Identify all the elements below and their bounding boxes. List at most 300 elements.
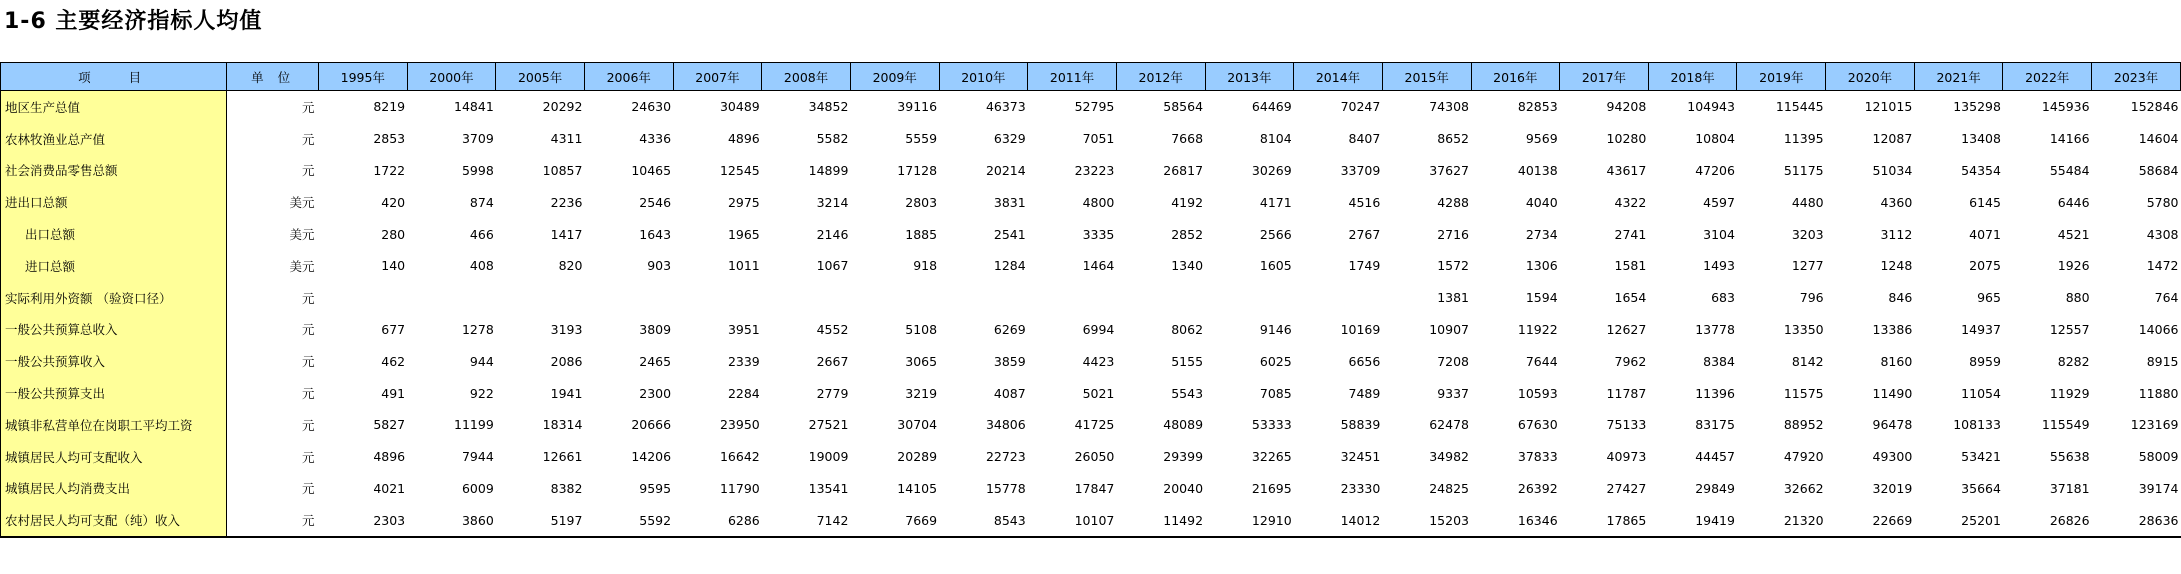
row-unit: 美元	[289, 195, 315, 211]
table-cell: 10907	[1429, 321, 1469, 337]
table-cell: 11492	[1116, 504, 1205, 537]
column-header-year: 2019年	[1737, 63, 1826, 91]
table-cell: 17865	[1560, 504, 1649, 537]
row-unit: 元	[301, 449, 315, 465]
table-cell: 1885	[905, 226, 938, 242]
table-cell: 13386	[1872, 321, 1913, 337]
table-cell: 4480	[1791, 194, 1824, 210]
table-cell: 10169	[1340, 321, 1381, 337]
table-cell: 4040	[1525, 194, 1558, 210]
table-cell: 6446	[2057, 194, 2090, 210]
table-cell: 13778	[1695, 321, 1735, 337]
table-cell: 15203	[1382, 504, 1471, 537]
table-cell: 2734	[1525, 226, 1558, 242]
table-cell: 2300	[639, 385, 672, 401]
table-cell: 1722	[373, 162, 406, 178]
table-cell: 58564	[1163, 99, 1204, 115]
table-cell: 5021	[1082, 385, 1115, 401]
row-label: 一般公共预算收入	[1, 345, 227, 377]
table-cell: 12910	[1205, 504, 1294, 537]
table-cell: 108133	[1953, 417, 2001, 433]
row-unit: 元	[301, 417, 315, 433]
table-cell: 796	[1799, 290, 1824, 306]
table-cell: 4360	[1880, 194, 1913, 210]
table-cell: 8104	[1259, 131, 1292, 147]
table-cell: 14206	[631, 449, 672, 465]
table-cell: 6656	[1348, 353, 1381, 369]
table-cell: 2779	[816, 385, 849, 401]
table-cell: 2852	[1171, 226, 1204, 242]
table-cell: 58839	[1340, 417, 1381, 433]
table-cell: 12087	[1872, 131, 1913, 147]
table-cell: 11787	[1606, 385, 1647, 401]
table-cell: 29399	[1163, 449, 1204, 465]
table-cell: 34852	[808, 99, 849, 115]
table-cell: 121015	[1864, 99, 1913, 115]
table-cell: 23950	[719, 417, 760, 433]
table-cell: 1926	[2057, 258, 2090, 274]
table-cell: 5582	[816, 131, 849, 147]
table-cell: 280	[381, 226, 406, 242]
table-cell: 26826	[2003, 504, 2092, 537]
table-row	[1, 345, 2181, 377]
table-cell	[318, 282, 407, 314]
table-cell: 7944	[461, 449, 494, 465]
table-cell	[584, 282, 673, 314]
table-cell: 12557	[2049, 321, 2090, 337]
table-cell: 83175	[1695, 417, 1735, 433]
row-unit: 元	[227, 504, 319, 537]
table-cell: 4087	[993, 385, 1026, 401]
table-cell: 1472	[2146, 258, 2179, 274]
column-header-year: 2018年	[1648, 63, 1737, 91]
table-cell: 462	[381, 353, 406, 369]
table-cell: 51034	[1872, 162, 1913, 178]
table-row	[1, 504, 2181, 537]
table-cell: 820	[558, 258, 583, 274]
table-cell: 846	[1888, 290, 1913, 306]
column-header-year: 2023年	[2092, 63, 2181, 91]
table-cell: 34982	[1429, 449, 1469, 465]
table-cell: 1248	[1880, 258, 1913, 274]
column-header-year: 2022年	[2003, 63, 2092, 91]
column-header-year: 2017年	[1560, 63, 1649, 91]
table-cell: 14937	[1961, 321, 2001, 337]
row-label: 进出口总额	[1, 186, 227, 218]
table-cell: 47920	[1783, 449, 1824, 465]
table-cell: 2853	[373, 131, 406, 147]
table-cell: 47206	[1695, 162, 1735, 178]
table-cell: 965	[1977, 290, 2001, 306]
table-cell: 4552	[816, 321, 849, 337]
table-cell	[1205, 282, 1294, 314]
row-label: 农村居民人均可支配（纯）收入	[1, 504, 227, 537]
row-label: 社会消费品零售总额	[1, 155, 227, 187]
table-cell: 10804	[1695, 131, 1735, 147]
table-cell: 3203	[1791, 226, 1824, 242]
column-header-year: 2009年	[850, 63, 939, 91]
table-cell: 3112	[1880, 226, 1913, 242]
table-row	[1, 314, 2181, 346]
table-cell: 20040	[1163, 480, 1204, 496]
table-cell: 39174	[2138, 480, 2179, 496]
table-cell: 94208	[1606, 99, 1647, 115]
table-cell: 5155	[1171, 353, 1204, 369]
table-row	[1, 409, 2181, 441]
table-cell: 1277	[1791, 258, 1824, 274]
table-cell: 11922	[1517, 321, 1558, 337]
table-cell: 7668	[1171, 131, 1204, 147]
table-cell: 3831	[993, 194, 1026, 210]
table-cell: 1381	[1437, 290, 1469, 306]
table-cell: 24630	[631, 99, 672, 115]
column-header-unit: 单位	[227, 63, 319, 91]
table-cell: 14105	[897, 480, 938, 496]
table-cell: 7962	[1614, 353, 1647, 369]
table-cell: 7644	[1525, 353, 1558, 369]
table-cell: 24825	[1429, 480, 1469, 496]
row-label: 农林牧渔业总产值	[1, 123, 227, 155]
row-label: 进口总额	[1, 250, 227, 282]
row-unit: 美元	[289, 227, 315, 243]
row-unit: 元	[301, 386, 315, 402]
table-cell: 21320	[1737, 504, 1826, 537]
table-cell: 145936	[2041, 99, 2090, 115]
table-cell: 922	[469, 385, 494, 401]
row-unit: 元	[301, 131, 315, 147]
row-label: 一般公共预算总收入	[1, 314, 227, 346]
table-cell: 5559	[905, 131, 938, 147]
table-row	[1, 377, 2181, 409]
table-cell: 7085	[1259, 385, 1292, 401]
table-cell: 37627	[1429, 162, 1469, 178]
table-cell: 14012	[1294, 504, 1383, 537]
table-cell: 135298	[1953, 99, 2001, 115]
table-cell: 2667	[816, 353, 849, 369]
table-cell: 12545	[719, 162, 760, 178]
table-cell: 49300	[1872, 449, 1913, 465]
table-cell	[939, 282, 1028, 314]
table-cell: 1572	[1437, 258, 1469, 274]
table-cell: 58009	[2138, 449, 2179, 465]
table-cell: 23330	[1340, 480, 1381, 496]
table-cell: 3335	[1082, 226, 1115, 242]
table-cell: 140	[381, 258, 406, 274]
table-cell: 5108	[905, 321, 938, 337]
row-unit: 元	[301, 481, 315, 497]
table-cell: 13541	[808, 480, 849, 496]
table-cell: 2546	[639, 194, 672, 210]
row-label: 一般公共预算支出	[1, 377, 227, 409]
table-cell: 11054	[1961, 385, 2001, 401]
table-row	[1, 218, 2181, 250]
table-cell: 4322	[1614, 194, 1647, 210]
table-cell: 2716	[1437, 226, 1469, 242]
table-cell: 52795	[1074, 99, 1115, 115]
table-cell: 39116	[897, 99, 938, 115]
table-cell	[1028, 282, 1117, 314]
table-cell: 3219	[905, 385, 938, 401]
table-cell: 5197	[496, 504, 585, 537]
table-cell: 10857	[542, 162, 583, 178]
table-cell: 4021	[373, 480, 406, 496]
row-unit: 元	[301, 290, 315, 306]
table-cell: 30489	[719, 99, 760, 115]
table-cell: 75133	[1606, 417, 1647, 433]
table-cell: 33709	[1340, 162, 1381, 178]
table-cell: 4800	[1082, 194, 1115, 210]
table-cell: 10107	[1028, 504, 1117, 537]
column-header-year: 2005年	[496, 63, 585, 91]
table-cell: 2566	[1259, 226, 1292, 242]
table-cell: 26392	[1517, 480, 1558, 496]
table-cell: 32662	[1783, 480, 1824, 496]
table-cell: 14899	[808, 162, 849, 178]
table-cell: 16346	[1471, 504, 1560, 537]
table-cell: 1493	[1703, 258, 1735, 274]
table-cell: 3214	[816, 194, 849, 210]
data-table	[0, 62, 2181, 538]
table-cell: 20289	[897, 449, 938, 465]
column-header-year: 2000年	[407, 63, 496, 91]
table-row	[1, 123, 2181, 155]
column-header-year: 2008年	[762, 63, 851, 91]
table-cell: 32019	[1872, 480, 1913, 496]
table-cell: 14604	[2138, 131, 2179, 147]
table-cell: 6286	[673, 504, 762, 537]
table-row	[1, 91, 2181, 123]
header-row	[1, 63, 2181, 91]
table-cell: 82853	[1517, 99, 1558, 115]
table-cell: 20214	[985, 162, 1026, 178]
row-unit: 元	[301, 354, 315, 370]
table-cell: 9146	[1259, 321, 1292, 337]
row-label: 城镇居民人均消费支出	[1, 473, 227, 505]
table-cell: 1011	[727, 258, 760, 274]
table-cell: 5827	[373, 417, 406, 433]
table-cell: 6009	[461, 480, 494, 496]
row-label: 城镇非私营单位在岗职工平均工资	[1, 409, 227, 441]
table-cell: 3859	[993, 353, 1026, 369]
table-cell: 6994	[1082, 321, 1115, 337]
table-cell: 11395	[1783, 131, 1824, 147]
table-cell	[1294, 282, 1383, 314]
table-cell: 11880	[2138, 385, 2179, 401]
table-cell: 14066	[2138, 321, 2179, 337]
table-cell: 67630	[1517, 417, 1558, 433]
table-cell: 74308	[1429, 99, 1469, 115]
table-cell: 1749	[1348, 258, 1381, 274]
table-cell: 5543	[1171, 385, 1204, 401]
table-cell: 15778	[985, 480, 1026, 496]
table-cell: 30704	[897, 417, 938, 433]
table-cell: 19419	[1648, 504, 1737, 537]
table-cell: 115445	[1775, 99, 1824, 115]
column-header-year: 2007年	[673, 63, 762, 91]
table-cell: 2086	[550, 353, 583, 369]
table-cell: 4521	[2057, 226, 2090, 242]
table-cell: 3951	[727, 321, 760, 337]
table-cell: 5592	[584, 504, 673, 537]
row-label: 实际利用外资额 （验资口径）	[1, 282, 227, 314]
row-unit: 元	[301, 322, 315, 338]
table-cell: 51175	[1783, 162, 1824, 178]
table-cell: 683	[1711, 290, 1735, 306]
table-cell: 64469	[1251, 99, 1292, 115]
table-cell: 1594	[1525, 290, 1558, 306]
table-cell: 53333	[1251, 417, 1292, 433]
column-header-year: 2015年	[1382, 63, 1471, 91]
table-cell: 8382	[550, 480, 583, 496]
table-cell: 8384	[1703, 353, 1735, 369]
table-cell: 54354	[1961, 162, 2001, 178]
table-cell: 1941	[550, 385, 583, 401]
table-cell: 62478	[1429, 417, 1469, 433]
column-header-year: 1995年	[318, 63, 407, 91]
table-cell: 4071	[1969, 226, 2001, 242]
table-row	[1, 282, 2181, 314]
table-cell: 12661	[542, 449, 583, 465]
table-cell: 21695	[1251, 480, 1292, 496]
table-cell: 3860	[407, 504, 496, 537]
table-cell: 3193	[550, 321, 583, 337]
table-row	[1, 155, 2181, 187]
table-cell: 20666	[631, 417, 672, 433]
column-header-year: 2013年	[1205, 63, 1294, 91]
table-cell: 46373	[985, 99, 1026, 115]
table-row	[1, 473, 2181, 505]
table-cell: 3709	[461, 131, 494, 147]
column-header-year: 2016年	[1471, 63, 1560, 91]
table-cell: 70247	[1340, 99, 1381, 115]
table-cell: 1605	[1259, 258, 1292, 274]
table-cell	[673, 282, 762, 314]
table-cell: 88952	[1783, 417, 1824, 433]
table-cell: 2465	[639, 353, 672, 369]
table-cell: 104943	[1687, 99, 1735, 115]
table-cell: 8219	[373, 99, 406, 115]
column-header-item: 项目	[1, 63, 227, 91]
table-cell: 4308	[2146, 226, 2179, 242]
table-cell: 1965	[727, 226, 760, 242]
table-cell: 466	[469, 226, 494, 242]
table-cell: 8915	[2146, 353, 2179, 369]
table-cell: 1417	[550, 226, 583, 242]
table-cell: 4311	[550, 131, 583, 147]
table-cell: 2303	[318, 504, 407, 537]
table-cell: 123169	[2130, 417, 2179, 433]
table-cell: 420	[381, 194, 406, 210]
column-header-year: 2020年	[1826, 63, 1915, 91]
table-cell: 1581	[1614, 258, 1647, 274]
row-unit: 元	[301, 163, 315, 179]
table-cell: 23223	[1074, 162, 1115, 178]
table-cell: 8282	[2057, 353, 2090, 369]
table-cell: 2236	[550, 194, 583, 210]
table-cell: 2284	[727, 385, 760, 401]
table-cell: 1340	[1171, 258, 1204, 274]
table-cell	[1116, 282, 1205, 314]
table-cell: 944	[469, 353, 494, 369]
table-cell: 115549	[2041, 417, 2090, 433]
table-cell: 408	[469, 258, 494, 274]
table-cell: 14841	[454, 99, 494, 115]
page-title: 1-6 主要经济指标人均值	[4, 9, 263, 34]
row-label: 出口总额	[1, 218, 227, 250]
table-cell: 37181	[2049, 480, 2090, 496]
table-cell: 4171	[1259, 194, 1292, 210]
table-cell: 55638	[2049, 449, 2090, 465]
table-body	[1, 91, 2181, 538]
table-cell: 6145	[1969, 194, 2001, 210]
table-cell: 4288	[1437, 194, 1469, 210]
table-cell: 677	[381, 321, 406, 337]
table-cell: 35664	[1961, 480, 2001, 496]
table-cell: 918	[913, 258, 938, 274]
table-cell: 18314	[542, 417, 583, 433]
table-cell: 8062	[1171, 321, 1204, 337]
table-cell: 152846	[2130, 99, 2179, 115]
table-cell: 2339	[727, 353, 760, 369]
table-cell: 874	[469, 194, 494, 210]
table-cell: 7489	[1348, 385, 1381, 401]
table-cell: 40138	[1517, 162, 1558, 178]
table-cell: 27521	[808, 417, 849, 433]
table-cell: 48089	[1163, 417, 1204, 433]
table-cell: 3065	[905, 353, 938, 369]
table-cell: 8407	[1348, 131, 1381, 147]
row-label: 城镇居民人均可支配收入	[1, 441, 227, 473]
table-cell: 44457	[1695, 449, 1735, 465]
table-cell: 32265	[1251, 449, 1292, 465]
table-cell: 4192	[1171, 194, 1204, 210]
table-cell: 96478	[1872, 417, 1913, 433]
table-cell: 1278	[461, 321, 494, 337]
table-cell: 5780	[2146, 194, 2179, 210]
column-header-year: 2006年	[584, 63, 673, 91]
table-cell: 4516	[1348, 194, 1381, 210]
table-cell: 903	[647, 258, 672, 274]
table-cell: 1643	[639, 226, 672, 242]
column-header-year: 2012年	[1116, 63, 1205, 91]
table-cell: 20292	[542, 99, 583, 115]
table-cell: 17847	[1074, 480, 1115, 496]
column-header-year: 2010年	[939, 63, 1028, 91]
table-cell: 4597	[1703, 194, 1735, 210]
table-cell: 30269	[1251, 162, 1292, 178]
table-cell: 5998	[461, 162, 494, 178]
table-cell: 8959	[1969, 353, 2001, 369]
table-cell: 11929	[2049, 385, 2090, 401]
table-cell: 41725	[1074, 417, 1115, 433]
table-cell: 34806	[985, 417, 1026, 433]
table-cell: 2741	[1614, 226, 1647, 242]
table-cell: 32451	[1340, 449, 1381, 465]
table-cell: 1067	[816, 258, 849, 274]
table-cell: 11396	[1695, 385, 1735, 401]
table-cell: 29849	[1695, 480, 1735, 496]
table-cell: 8160	[1880, 353, 1913, 369]
table-cell: 11790	[719, 480, 760, 496]
column-header-year: 2021年	[1914, 63, 2003, 91]
table-cell: 22723	[985, 449, 1026, 465]
table-row	[1, 186, 2181, 218]
table-cell: 10280	[1606, 131, 1647, 147]
table-cell: 53421	[1961, 449, 2001, 465]
table-cell: 7051	[1082, 131, 1115, 147]
table-cell	[496, 282, 585, 314]
table-cell: 4896	[727, 131, 760, 147]
